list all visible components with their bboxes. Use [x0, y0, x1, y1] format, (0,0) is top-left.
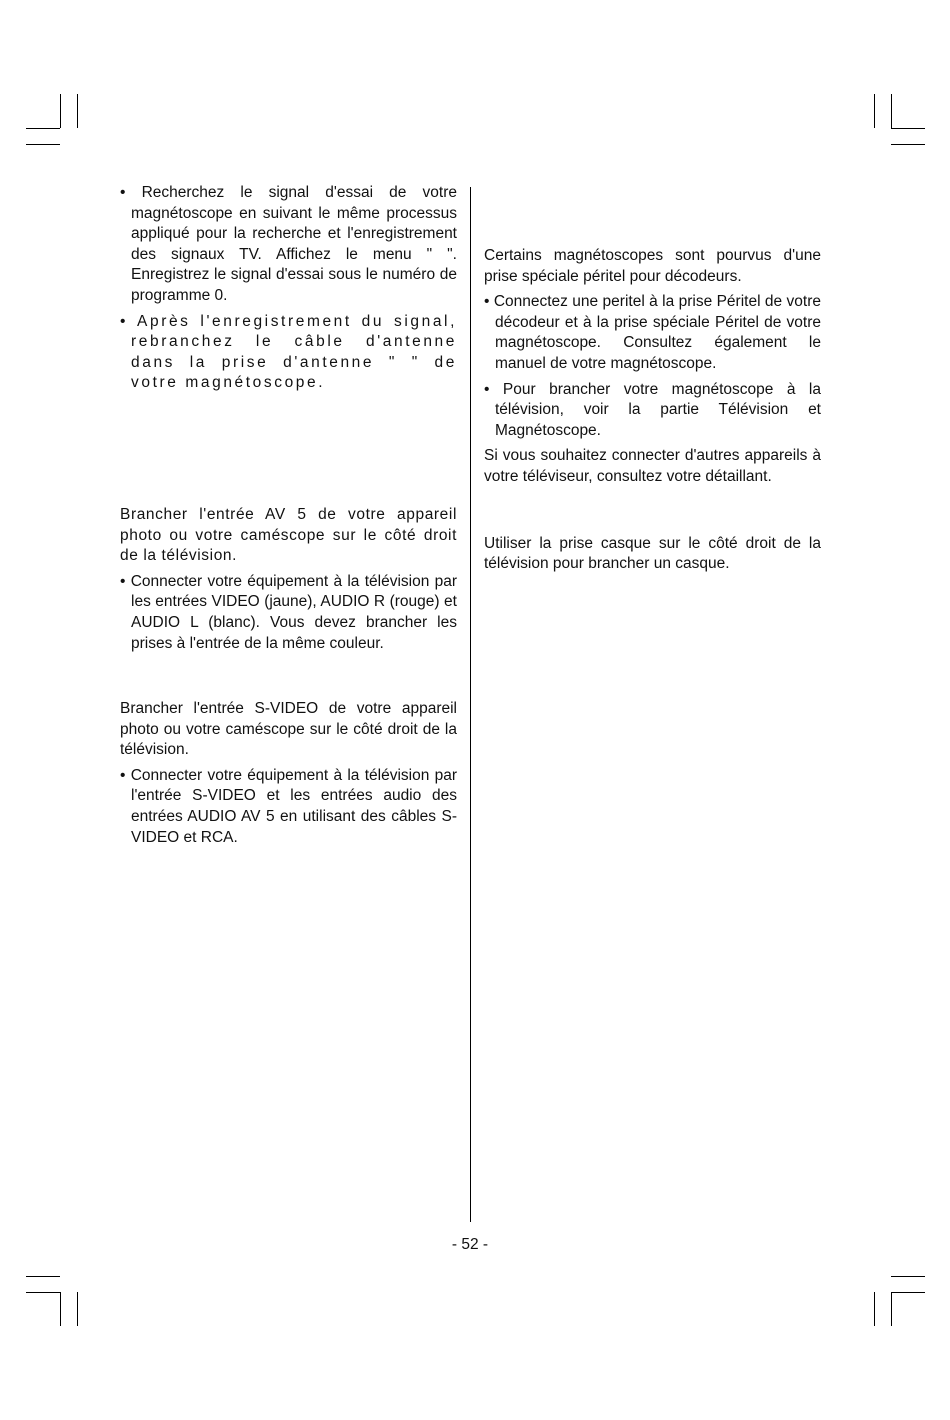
crop-mark	[874, 94, 875, 128]
crop-mark	[26, 144, 60, 145]
decoder-scart-bullet: • Connectez une peritel à la prise Péritel de votre décodeur et à la prise spéciale Péritel de votre magnétoscope. Consultez également le manuel de votre magnétoscope.	[484, 293, 821, 372]
decoder-intro: Certains magnétoscopes sont pourvus d'une prise spéciale péritel pour décodeurs.	[484, 247, 821, 285]
crop-mark	[891, 94, 892, 128]
other-devices-text: Si vous souhaitez connecter d'autres appareils à votre téléviseur, consultez votre détaillant.	[484, 447, 821, 485]
crop-mark	[26, 1292, 60, 1293]
crop-mark	[874, 1292, 875, 1326]
crop-mark	[891, 1292, 892, 1326]
crop-mark	[891, 1292, 925, 1293]
crop-mark	[26, 1276, 60, 1277]
crop-mark	[77, 1292, 78, 1326]
page-number: - 52 -	[451, 1236, 489, 1253]
svideo-intro: Brancher l'entrée S-VIDEO de votre appareil photo ou votre caméscope sur le côté droit de la télévision.	[120, 700, 457, 759]
vcr-test-signal-bullet: • Recherchez le signal d'essai de votre magnétoscope en suivant le même processus appliqué pour la recherche et l'enregistrement des signaux TV. Affichez le menu " ". Enregistrez le signal d'essai sous le numéro de programme 0.	[120, 184, 457, 304]
crop-mark	[60, 1292, 61, 1326]
vcr-reconnect-bullet: • Après l'enregistrement du signal, rebranchez le câble d'antenne dans la prise d'antenne " " de votre magnétoscope.	[120, 312, 457, 392]
svideo-bullet: • Connecter votre équipement à la télévision par l'entrée S-VIDEO et les entrées audio des entrées AUDIO AV 5 en utilisant des câbles S-VIDEO et RCA.	[120, 766, 457, 846]
crop-mark	[891, 1276, 925, 1277]
left-column	[120, 183, 457, 853]
av5-intro: Brancher l'entrée AV 5 de votre appareil photo ou votre caméscope sur le côté droit de la télévision.	[120, 505, 457, 565]
crop-mark	[26, 128, 60, 129]
right-column	[484, 183, 821, 575]
column-divider	[470, 187, 471, 1222]
crop-mark	[60, 94, 61, 128]
crop-mark	[891, 128, 925, 129]
crop-mark	[891, 144, 925, 145]
vcr-tv-bullet: • Pour brancher votre magnétoscope à la télévision, voir la partie Télévision et Magnétoscope.	[484, 380, 821, 439]
headphone-text: Utiliser la prise casque sur le côté droit de la télévision pour brancher un casque.	[484, 534, 821, 573]
crop-mark	[77, 94, 78, 128]
av5-bullet: • Connecter votre équipement à la télévision par les entrées VIDEO (jaune), AUDIO R (rouge) et AUDIO L (blanc). Vous devez brancher les prises à l'entrée de la même couleur.	[120, 572, 457, 652]
